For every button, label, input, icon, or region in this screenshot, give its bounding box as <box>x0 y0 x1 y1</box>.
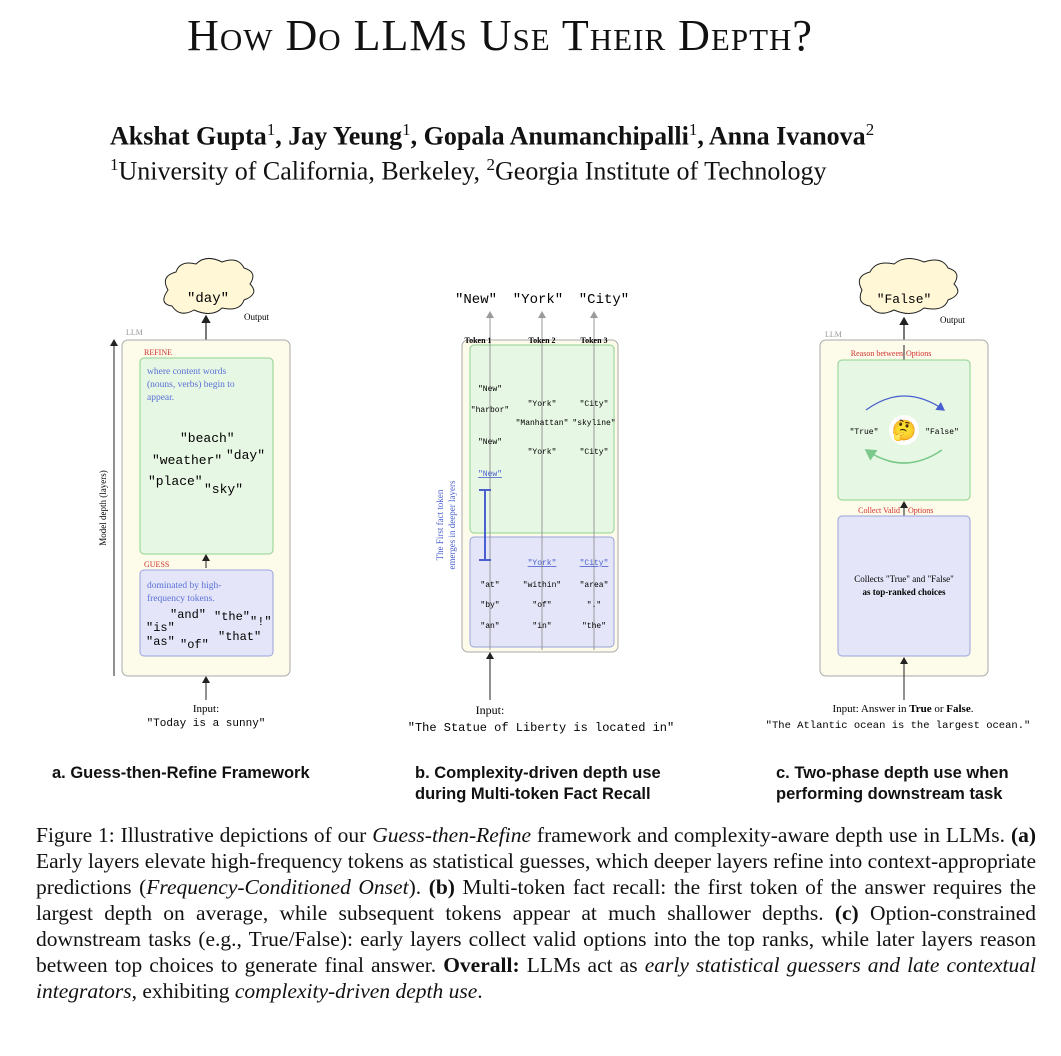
collect-text: Collects "True" and "False" <box>854 574 954 584</box>
caption-bold: Overall: <box>443 953 520 977</box>
upper-token: "York" <box>527 400 557 409</box>
upper-token: "harbor" <box>470 406 510 415</box>
upper-token: "New" <box>477 438 503 447</box>
lower-token: "by" <box>480 601 500 610</box>
author-affiliation-sup: 1 <box>688 120 698 139</box>
upper-token: "New" <box>477 385 503 394</box>
refine-desc-line: (nouns, verbs) begin to <box>147 380 235 390</box>
author-separator: , <box>697 121 709 151</box>
upper-token: "skyline" <box>572 419 616 428</box>
caption-text: . <box>477 979 483 1003</box>
output-label: Output <box>940 315 966 325</box>
caption-text: Option-constrained downstream tasks (e.g., True/False): early layers collect valid options into the top ranks, while later layers reason between top choices to generate final answer. <box>36 901 1036 977</box>
caption-italic: Frequency-Conditioned Onset <box>146 875 409 899</box>
option-true: "True" <box>849 428 879 437</box>
output-token: "York" <box>512 292 564 308</box>
upper-token: "City" <box>579 448 609 457</box>
panel-c-caption <box>776 763 1009 805</box>
collect-label: Collect Valid <box>858 506 900 515</box>
lower-token: "City" <box>579 559 609 568</box>
lower-token: "York" <box>527 559 557 568</box>
output-token: "day" <box>186 291 230 307</box>
guess-token: "of" <box>180 638 209 652</box>
guess-token: "!" <box>250 615 272 629</box>
refine-label: REFINE <box>144 348 172 357</box>
caption-bold: (b) <box>428 875 455 899</box>
output-token: "New" <box>454 292 498 308</box>
panel-b-caption-line: b. Complexity-driven depth use <box>415 764 661 782</box>
lower-token: "in" <box>532 622 552 631</box>
affiliation-berkeley: University of California, Berkeley, <box>118 156 487 186</box>
llm-label: LLM <box>126 328 143 337</box>
panel-c-caption-line: performing downstream task <box>776 785 1003 803</box>
token-header: Token 1 <box>464 336 492 345</box>
input-or: or <box>931 703 947 715</box>
guess-desc-line: frequency tokens. <box>147 594 215 604</box>
author-name: Akshat Gupta <box>110 121 267 151</box>
author-separator: , <box>410 121 424 151</box>
author-name: Jay Yeung <box>288 121 403 151</box>
input-pre: Input: Answer in <box>832 703 910 715</box>
input-text: "The Atlantic ocean is the largest ocean." <box>765 720 1031 732</box>
collect-text: as top-ranked choices <box>862 587 946 597</box>
panel-b <box>408 292 674 735</box>
refine-desc-line: appear. <box>147 393 175 403</box>
output-token: "City" <box>578 292 630 308</box>
upper-token: "York" <box>527 448 557 457</box>
lower-token: "the" <box>581 622 607 631</box>
panel-b-caption <box>415 763 661 805</box>
author-name: Anna Ivanova <box>708 121 866 151</box>
affiliation-sup: 2 <box>486 155 495 174</box>
caption-text: Early layers elevate high-frequency tokens as statistical guesses, which deeper layers refine into context-appropriate predictions ( <box>36 849 1036 899</box>
lower-token: "an" <box>480 622 500 631</box>
caption-italic: Guess-then-Refine <box>372 823 532 847</box>
panel-c-caption-line: c. Two-phase depth use when <box>776 764 1009 782</box>
side-label: The First fact token <box>435 489 445 561</box>
refine-token: "place" <box>148 474 203 489</box>
caption-italic: early statistical guessers and late contextual integrators <box>36 953 1037 1003</box>
lower-token: "area" <box>579 581 609 590</box>
input-label: Input: <box>192 703 220 715</box>
upper-token: "City" <box>579 400 609 409</box>
author-name: Gopala Anumanchipalli <box>423 121 689 151</box>
guess-token: "that" <box>218 630 262 644</box>
caption-text: Figure 1: Illustrative depictions of our <box>36 823 373 847</box>
author-affiliation-sup: 1 <box>402 120 411 139</box>
author-affiliation-sup: 2 <box>865 120 875 139</box>
token-header: Token 3 <box>580 336 608 345</box>
input-true: True <box>909 703 932 715</box>
token-header: Token 2 <box>528 336 556 345</box>
caption-text: ). <box>408 875 429 899</box>
input-false: False <box>946 703 971 715</box>
caption-italic: complexity-driven depth use <box>234 979 478 1003</box>
lower-token: "within" <box>522 581 562 590</box>
panel-c <box>766 258 1031 732</box>
panel-a-caption: a. Guess-then-Refine Framework <box>52 764 310 782</box>
refine-desc-line: where content words <box>147 367 227 377</box>
guess-label: GUESS <box>144 560 170 569</box>
upper-token: "Manhattan" <box>515 419 569 428</box>
guess-token: "is" <box>146 621 175 635</box>
first-token-emerges: "New" <box>477 470 503 479</box>
output-token: "False" <box>876 292 932 307</box>
depth-axis-label: Model depth (layers) <box>98 470 108 546</box>
guess-token: "the" <box>214 610 251 624</box>
input-text: "Today is a sunny" <box>146 718 266 730</box>
paper-title: How Do LLMs Use Their Depth? <box>187 11 813 60</box>
caption-text: framework and complexity-aware depth use in LLMs. <box>531 823 1011 847</box>
reason-label: Options <box>906 349 932 358</box>
guess-desc-line: dominated by high- <box>147 581 222 591</box>
guess-token: "as" <box>146 635 175 649</box>
input-post: . <box>970 703 974 715</box>
author-separator: , <box>275 121 289 151</box>
caption-text: LLMs act as <box>519 953 645 977</box>
author-affiliation-sup: 1 <box>266 120 276 139</box>
caption-bold: (c) <box>834 901 859 925</box>
collect-label: Options <box>908 506 934 515</box>
panel-b-caption-line: during Multi-token Fact Recall <box>415 785 651 803</box>
thinking-face-glyph: 🤔 <box>891 420 917 442</box>
affiliation-sup: 1 <box>110 155 119 174</box>
input-instruction <box>833 703 974 715</box>
caption-text: , exhibiting <box>131 979 235 1003</box>
input-text: "The Statue of Liberty is located in" <box>407 721 675 735</box>
llm-label: LLM <box>825 330 842 339</box>
refine-token: "day" <box>226 448 266 463</box>
refine-token: "sky" <box>204 482 244 497</box>
refine-token: "weather" <box>152 453 223 468</box>
lower-token: "." <box>586 601 602 610</box>
reason-label: Reason between <box>850 349 903 358</box>
side-label: emerges in deeper layers <box>447 480 457 570</box>
option-false: "False" <box>925 428 959 437</box>
lower-token: "at" <box>480 581 500 590</box>
refine-token: "beach" <box>180 431 235 446</box>
input-label: Input: <box>475 703 505 717</box>
output-label: Output <box>244 312 270 322</box>
caption-text: Multi-token fact recall: the first token of the answer requires the largest depth on average, while subsequent tokens appear at much shallower depths. <box>36 875 1036 925</box>
lower-token: "of" <box>532 601 552 610</box>
figure-caption <box>36 822 1036 1004</box>
collect-box <box>838 516 970 656</box>
guess-token: "and" <box>170 608 207 622</box>
caption-bold: (a) <box>1010 823 1037 847</box>
panel-a <box>98 258 290 730</box>
affiliation-georgia-tech: Georgia Institute of Technology <box>495 156 827 186</box>
